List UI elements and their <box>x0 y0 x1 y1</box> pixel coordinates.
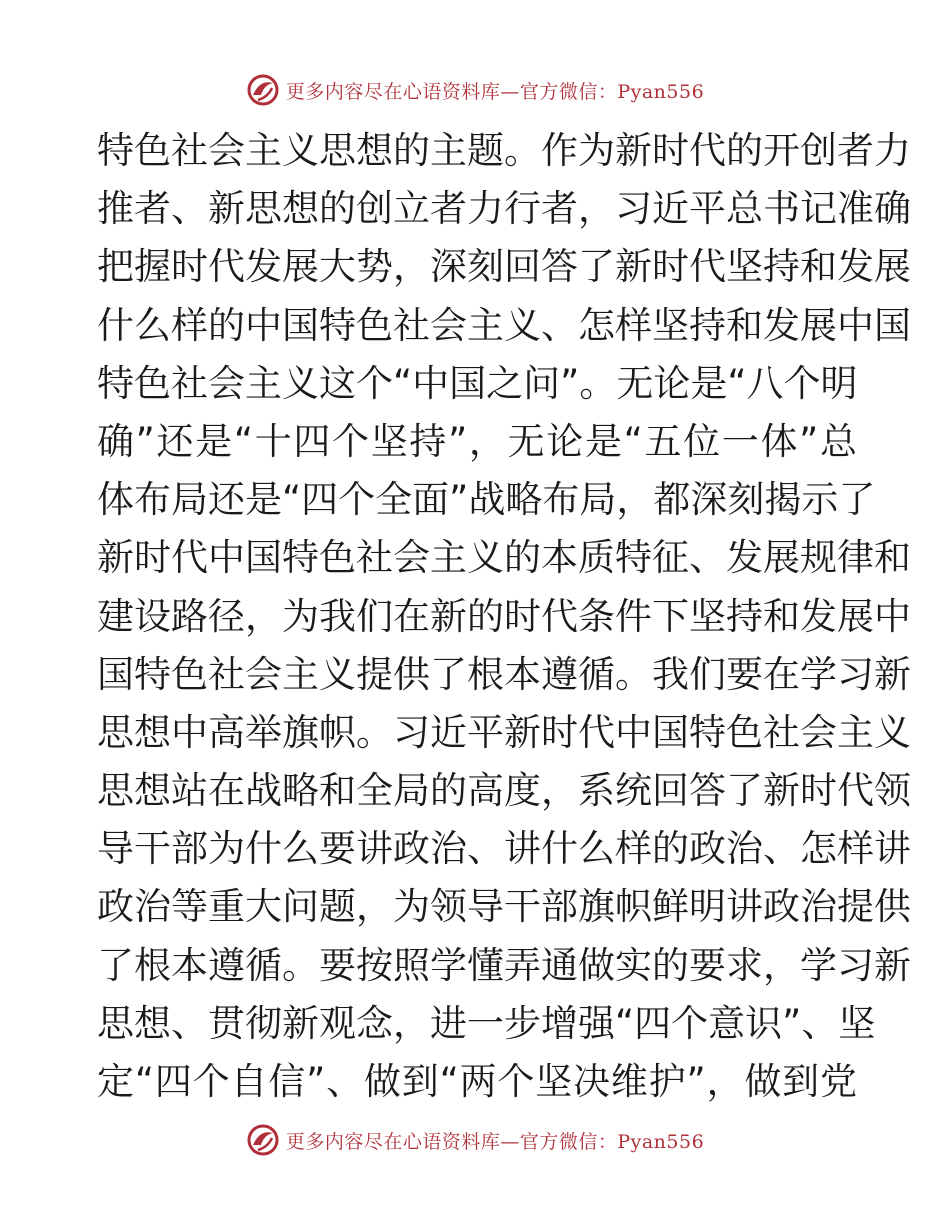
footer-banner <box>0 1120 950 1160</box>
text-line: 定“四个自信”、做到“两个坚决维护”，做到党 <box>97 1060 857 1103</box>
text-line: 思想、贯彻新观念，进一步增强“四个意识”、坚 <box>97 1001 876 1045</box>
document-body <box>97 122 911 1111</box>
text-line: 新时代中国特色社会主义的本质特征、发展规律和 <box>97 536 911 580</box>
text-line: 把握时代发展大势，深刻回答了新时代坚持和发展 <box>97 245 911 289</box>
text-line: 特色社会主义思想的主题。作为新时代的开创者力 <box>97 129 911 172</box>
text-line: 特色社会主义这个“中国之问”。无论是“八个明 <box>97 361 858 405</box>
footer-banner-text: 更多内容尽在心语资料库—官方微信：Pyan556 <box>285 1130 705 1153</box>
red-swirl-logo-icon <box>246 1123 280 1157</box>
text-line: 确”还是“十四个坚持”，无论是“五位一体”总 <box>97 419 857 463</box>
text-line: 体布局还是“四个全面”战略布局，都深刻揭示了 <box>97 478 876 522</box>
text-line: 导干部为什么要讲政治、讲什么样的政治、怎样讲 <box>97 827 911 871</box>
text-line: 思想中高举旗帜。习近平新时代中国特色社会主义 <box>97 710 911 754</box>
text-line: 推者、新思想的创立者力行者，习近平总书记准确 <box>97 187 911 231</box>
header-banner <box>0 70 950 110</box>
text-line: 建设路径，为我们在新的时代条件下坚持和发展中 <box>97 594 911 638</box>
header-banner-text: 更多内容尽在心语资料库—官方微信：Pyan556 <box>285 80 705 103</box>
red-swirl-logo-icon <box>246 73 280 107</box>
text-line: 政治等重大问题，为领导干部旗帜鲜明讲政治提供 <box>97 885 911 929</box>
text-line: 什么样的中国特色社会主义、怎样坚持和发展中国 <box>97 303 911 347</box>
text-line: 思想站在战略和全局的高度，系统回答了新时代领 <box>97 769 911 813</box>
text-line: 国特色社会主义提供了根本遵循。我们要在学习新 <box>97 652 911 696</box>
text-line: 了根本遵循。要按照学懂弄通做实的要求，学习新 <box>97 943 911 987</box>
